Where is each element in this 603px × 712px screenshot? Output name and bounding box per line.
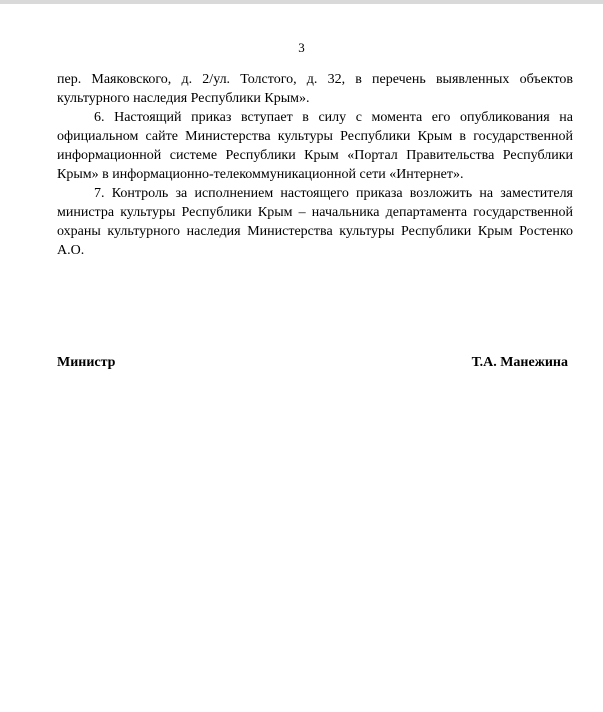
document-body <box>57 70 573 260</box>
top-edge-bar <box>0 0 603 4</box>
paragraph-item-6: 6. Настоящий приказ вступает в силу с момента его опубликования на официальном сайте Министерства культуры Республики Крым в государственной информационной системе Республики Крым «Портал Правительства Республики Крым» в информационно-телекоммуникационной сети «Интернет». <box>57 110 573 182</box>
signature-title: Министр <box>57 355 116 370</box>
signature-name: Т.А. Манежина <box>471 355 568 370</box>
page-number: 3 <box>298 40 305 55</box>
paragraph-continuation: пер. Маяковского, д. 2/ул. Толстого, д. 32, в перечень выявленных объектов культурного наследия Республики Крым». <box>57 72 573 106</box>
paragraph-item-7: 7. Контроль за исполнением настоящего приказа возложить на заместителя министра культуры Республики Крым – начальника департамента государственной охраны культурного наследия Министерства культуры Республики Крым Ростенко А.О. <box>57 186 573 258</box>
